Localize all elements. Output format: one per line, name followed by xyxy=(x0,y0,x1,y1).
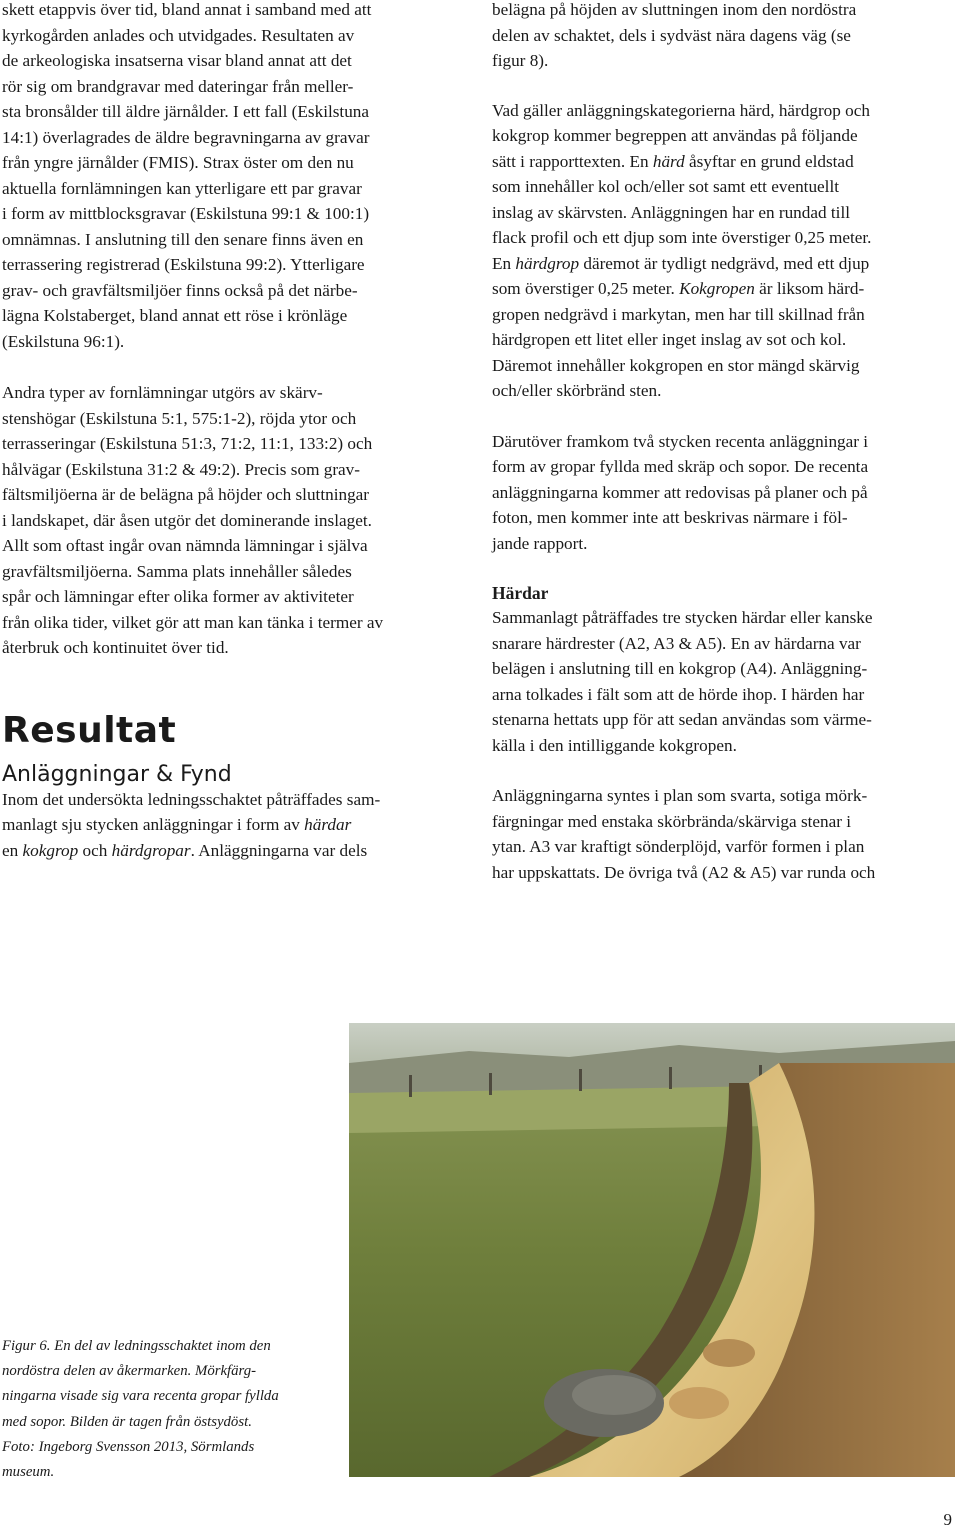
heading-hardar: Härdar xyxy=(492,583,549,603)
body-paragraph: Sammanlagt påträffades tre stycken härdar eller kanske snarare härdrester (A2, A3 & A5). En av härdarna var belägen i anslutning till en kokgrop (A4). Anläggning- arna tolkades i fält som att de hörde ihop. I härden har stenarna hettats upp för att sedan användas som värme- källa i den intilliggande kokgropen. xyxy=(492,608,873,755)
left-column xyxy=(2,0,464,863)
section-title: Resultat xyxy=(2,709,177,751)
body-paragraph: Andra typer av fornlämningar utgörs av skärv- stenshögar (Eskilstuna 5:1, 575:1-2), röjda ytor och terrasseringar (Eskilstuna 51:3, 71:2, 11:1, 133:2) och hålvägar (Eskilstuna 31:2 & 49:2). Precis som grav- fältsmiljöerna är de belägna på höjder och sluttningar i landskapet, där åsen utgör det dominerande inslaget. Allt som oftast ingår ovan nämnda lämningar i själva gravfältsmiljöerna. Samma plats innehåller således spår och lämningar efter olika former av aktiviteter från olika tider, vilket gör att man kan tänka i termer av återbruk och kontinuitet över tid. xyxy=(2,383,384,657)
body-paragraph: Därutöver framkom två stycken recenta anläggningar i form av gropar fyllda med skräp och sopor. De recenta anläggningarna kommer att redovisas på planer och på foton, men kommer inte att beskrivas närmare i föl- jande rapport. xyxy=(492,431,869,553)
body-paragraph: Inom det undersökta ledningsschaktet påträffades sam- manlagt sju stycken anläggningar i form av härdar en kokgrop och härdgropar. Anläggningarna var dels xyxy=(2,789,381,860)
subsection-title: Anläggningar & Fynd xyxy=(2,761,232,787)
figure-caption: Figur 6. En del av ledningsschaktet inom den nordöstra delen av åkermarken. Mörkfärg- ningarna visade sig vara recenta gropar fyllda med sopor. Bilden är tagen från östsydöst. Foto: Ingeborg Svensson 2013, Sörmlands museum. xyxy=(2,1338,279,1481)
body-paragraph: Anläggningarna syntes i plan som svarta, sotiga mörk- färgningar med enstaka skörbrända/skärviga stenar i ytan. A3 var kraftigt sönderplöjd, varför formen i plan har uppskattats. De övriga två (A2 & A5) var runda och xyxy=(492,786,876,882)
trench-photo-illustration xyxy=(349,1023,955,1477)
body-paragraph: skett etappvis över tid, bland annat i samband med att kyrkogården anlades och utvidgades. Resultaten av de arkeologiska insatserna visar bland annat att det rör sig om brandgravar med dateringar från meller- sta bronsålder till äldre järnålder. I ett fall (Eskilstuna 14:1) överlagrades de äldre begravningarna av gravar från yngre järnålder (FMIS). Strax öster om den nu aktuella fornlämningen kan ytterligare ett par gravar i form av mittblocksgravar (Eskilstuna 99:1 & 100:1) omnämnas. I anslutning till den senare finns även en terrassering registrerad (Eskilstuna 99:2). Ytterligare grav- och gravfältsmiljöer finns också på det närbe- lägna Kolstaberget, bland annat ett röse i krönläge (Eskilstuna 96:1). xyxy=(2,0,372,351)
body-paragraph: Vad gäller anläggningskategorierna härd, härdgrop och kokgrop kommer begreppen att användas på följande sätt i rapporttexten. En härd åsyftar en grund eldstad som innehåller kol och/eller sot samt ett eventuellt inslag av skärvsten. Anläggningen har en rundad till flack profil och ett djup som inte överstiger 0,25 meter. En härdgrop däremot är tydligt nedgrävd, med ett djup som överstiger 0,25 meter. Kokgropen är liksom härd- gropen nedgrävd i markytan, men har till skillnad från härdgropen ett litet eller inget inslag av sot och kol. Däremot innehåller kokgropen en stor mängd skärvig och/eller skörbränd sten. xyxy=(492,100,872,400)
page-number: 9 xyxy=(943,1510,952,1529)
body-paragraph: belägna på höjden av sluttningen inom den nordöstra delen av schaktet, dels i sydväst nära dagens väg (se figur 8). xyxy=(492,0,857,70)
figure-photo xyxy=(349,1023,955,1477)
right-column xyxy=(492,0,956,885)
